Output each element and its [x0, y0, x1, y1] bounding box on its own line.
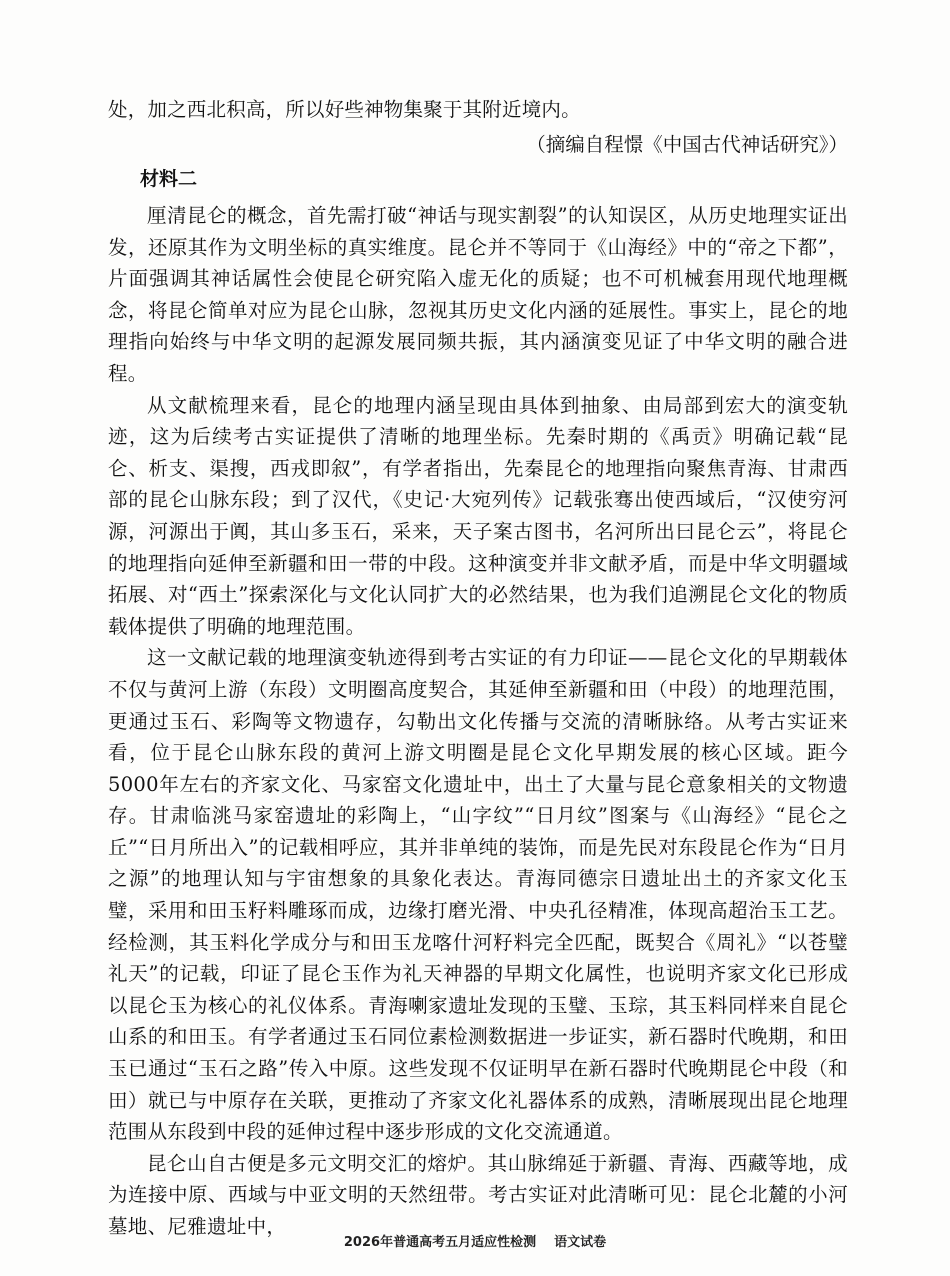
paragraph-2: 从文献梳理来看，昆仑的地理内涵呈现由具体到抽象、由局部到宏大的演变轨迹，这为后续考古实证提供了清晰的地理坐标。先秦时期的《禹贡》明确记载“昆仑、析支、渠搜，西戎即叙”，有学者指出，先秦昆仑的地理指向聚焦青海、甘肃西部的昆仑山脉东段；到了汉代，《史记·大宛列传》记载张骞出使西域后，“汉使穷河源，河源出于阗，其山多玉石，采来，天子案古图书，名河所出曰昆仑云”，将昆仑的地理指向延伸至新疆和田一带的中段。这种演变并非文献矛盾，而是中华文明疆域拓展、对“西土”探索深化与文化认同扩大的必然结果，也为我们追溯昆仑文化的物质载体提供了明确的地理范围。	[108, 393, 848, 638]
paragraph-4: 昆仑山自古便是多元文明交汇的熔炉。其山脉绵延于新疆、青海、西藏等地，成为连接中原、西域与中亚文明的天然纽带。考古实证对此清晰可见：昆仑北麓的小河墓地、尼雅遗址中，	[108, 1151, 848, 1238]
source-citation: （摘编自程憬《中国古代神话研究》）	[526, 133, 848, 156]
paragraph-1: 厘清昆仑的概念，首先需打破“神话与现实割裂”的认知误区，从历史地理实证出发，还原其作为文明坐标的真实维度。昆仑并不等同于《山海经》中的“帝之下都”，片面强调其神话属性会使昆仑研究陷入虚无化的质疑；也不可机械套用现代地理概念，将昆仑简单对应为昆仑山脉，忽视其历史文化内涵的延展性。事实上，昆仑的地理指向始终与中华文明的起源发展同频共振，其内涵演变见证了中华文明的融合进程。	[108, 204, 848, 385]
page-footer	[0, 1231, 950, 1250]
paragraph-3: 这一文献记载的地理演变轨迹得到考古实证的有力印证——昆仑文化的早期载体不仅与黄河上游（东段）文明圈高度契合，其延伸至新疆和田（中段）的地理范围，更通过玉石、彩陶等文物遗存，勾勒出文化传播与交流的清晰脉络。从考古实证来看，位于昆仑山脉东段的黄河上游文明圈是昆仑文化早期发展的核心区域。距今5000年左右的齐家文化、马家窑文化遗址中，出土了大量与昆仑意象相关的文物遗存。甘肃临洮马家窑遗址的彩陶上，“山字纹”“日月纹”图案与《山海经》“昆仑之丘”“日月所出入”的记载相呼应，其并非单纯的装饰，而是先民对东段昆仑作为“日月之源”的地理认知与宇宙想象的具象化表达。青海同德宗日遗址出土的齐家文化玉璧，采用和田玉籽料雕琢而成，边缘打磨光滑、中央孔径精准，体现高超治玉工艺。经检测，其玉料化学成分与和田玉龙喀什河籽料完全匹配，既契合《周礼》“以苍璧礼天”的记载，印证了昆仑玉作为礼天神器的早期文化属性，也说明齐家文化已形成以昆仑玉为核心的礼仪体系。青海喇家遗址发现的玉璧、玉琮，其玉料同样来自昆仑山系的和田玉。有学者通过玉石同位素检测数据进一步证实，新石器时代晚期，和田玉已通过“玉石之路”传入中原。这些发现不仅证明早在新石器时代晚期昆仑中段（和田）就已与中原存在关联，更推动了齐家文化礼器体系的成熟，清晰展现出昆仑地理范围从东段到中段的延伸过程中逐步形成的文化交流通道。	[108, 646, 848, 1144]
footer-subject: 语文试卷	[554, 1235, 607, 1250]
continued-line: 处，加之西北积高，所以好些神物集聚于其附近境内。	[108, 98, 581, 121]
page-content	[108, 94, 848, 1243]
footer-exam-title: 2026年普通高考五月适应性检测	[343, 1235, 537, 1250]
section-title: 材料二	[140, 168, 198, 190]
